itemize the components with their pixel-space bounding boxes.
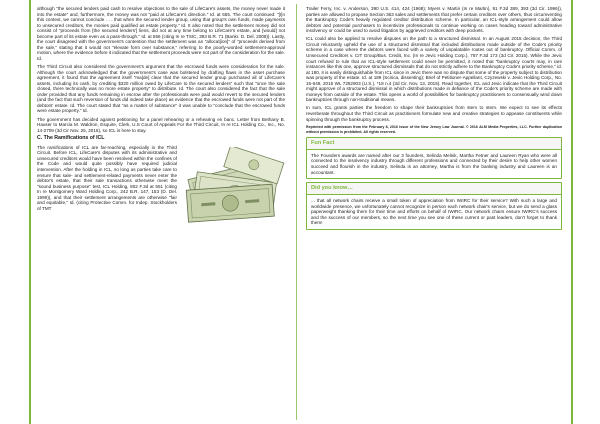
fun-fact-body: The Founders awards are named after our 3 founders, Selinda Melnik, Martha Fetner and Laureen Ryan who were all connected to the insolvency industry through different professions and connected by their desire to help other women succeed and flourish in the industry. Selinda is an attorney, Martha is from the banking industry and Laureen is an accountant. (311, 152, 557, 175)
fun-fact-title: Fun Fact (307, 138, 561, 150)
right-page-border (571, 0, 573, 424)
paragraph: Trailer Ferry, Inc. v. Anderson, 390 U.S. 414, 424 (1968); Myers v. Martin (In re Martin), 91 F.3d 389, 393 (3d Cir. 1996)), parties are allowed to propose Section 363 sales and settlements that prefer certain creditors over others, thus circumventing the Bankruptcy Code's heavily regulated creditor distribution scheme. In particular, an ICL-style arrangement could allow debtors and potential purchasers to incentivize professionals to continue working on cases heading toward administrative insolvency or could be used to avoid litigation by aggrieved creditors with deep pockets. (306, 6, 562, 34)
left-column (37, 6, 285, 227)
did-you-know-box (306, 182, 562, 230)
section-heading: C. The Ramifications of ICL (37, 135, 105, 142)
reprint-notice: Reprinted with permission from the February 8, 2016 issue of the New Jersey Law Journal. © 2016 ALM Media Properties, LLC. Further duplication without permission is prohibited. All rights reserved. (306, 125, 562, 134)
paragraph: The government has decided against petitioning for a panel rehearing or a rehearing en banc. Letter from Bethany B. Hauser to Marcia M. Waldron, Esquire, Clerk, U.S Court of Appeals For the Third Circuit, In re ICL Holding Co., Inc., No. 14-2709 (3d Cir Nov. 25, 2015), so ICL is here to stay. (37, 116, 285, 133)
paragraph: The Third Circuit also considered the government's argument that the escrowed funds were consideration for the sale. Although the court acknowledged that the government's case was bolstered by drafting flaws in the asset purchase agreement, it found that the agreement itself "ma[de] clear that the secured lender group purchased all of LifeCare's assets, including its cash, by crediting $320 million owed by LifeCare to the secured lenders" such that "once the sale closed, there technically was no more estate property" to distribute. Id. The court also considered the fact that the sale order provided that any funds remaining in escrow after the professionals were paid would revert to the secured lenders (and the fact that such reversion of funds did indeed take place) as evidence that the escrowed funds were not part of the debtors' estate. Id. The court stated that "as a matter of substance" it was unable to "conclude that the escrowed funds were estate property." Id. (37, 64, 285, 114)
paragraph: In sum, ICL grants parties the freedom to shape their bankruptcies from stem to stern. We expect to see its effects reverberate throughout the Third Circuit as practitioners formulate new and creative strategies to appease constituents while spinning through the bankruptcy process. (306, 105, 562, 122)
did-you-know-title: Did you know… (307, 183, 561, 195)
column-divider (296, 4, 297, 420)
paragraph: ICL could also be applied to resolve disputes on the path to a structured dismissal. In an August 2015 decision, the Third Circuit reluctantly upheld the use of a structured dismissal that included distributions made outside of the Code's priority scheme in a case where the debtors were faced with a variety of unpalatable routes out of bankruptcy. Official Comm. of Unsecured Creditors v. CIT Group/Bus. Credit, Inc. (In re Jevic Holding Corp.), 787 F.3d 173 (3d Cir. 2015). While the Jevic court refused to rule that an ICL-style settlement could never be permitted, it noted that "bankruptcy courts may, in rare instances like this one, approve structured dismissals that do not strictly adhere to the Bankruptcy Code's priority scheme," id. at 180, it is easily distinguishable from ICL since in Jevic there was no dispute that some of the property subject to distribution was property of the estate. Id. at 189 (Scirica, dissenting); Brief of Petitioner-Appellant, Czyzewski v. Jevic Holding Corp., No. 15-649, 2015 WL 7252903 (U.S.), *18 n.4 (3d Cir. Nov. 13, 2015). Read together, ICL and Jevic indicate that the Third Circuit might approve of a structured dismissal in which distributions made in defiance of the Code's priority scheme are made with moneys from outside of the estate. This opens a world of possibilities for bankruptcy practitioners to consensually wind down bankruptcies through non-traditional means. (306, 36, 562, 103)
left-page-border (29, 0, 31, 424)
paragraph: although "the secured lenders paid cash to resolve objections to the sale of LifeCare's assets, the money never made it into the estate" and, furthermore, the money was not "paid at LifeCare's direction." Id. at 555. The court continued: "[I]n this context, we cannot conclude . . . that when the secured lender group, using that group's own funds, made payments to unsecured creditors, the monies paid qualified as estate property." Id. It also noted that the settlement money did not consist of "proceeds from [the secured lenders'] liens, did not at any time belong to LifeCare's estate, and [would] not become part of its estate even as a pass-through." Id. at 556 (citing In re TSIC, 393 B.R. 71 (Bankr. D. Del. 2008)). Lastly, the court disagreed with the government's contention that the settlement was an "allocat[ion]" of "proceeds derived from the sale," stating that it would not "elevate form over substance," referring to the poorly-worded settlement-approval motion, where the evidence before it indicated that the settlement proceeds were not part of the consideration for the sale. Id. (37, 6, 285, 61)
paragraph: The ramifications of ICL are far-reaching, especially in the Third Circuit. Before ICL, LifeCare's disputes with its administrative and unsecured creditors would have been resolved within the confines of the Code and would quite possibly have required judicial intervention. After the holding in ICL, so long as parties take care to ensure that sale- and settlement-related payments never enter the debtor's estate, that their sale transactions otherwise meet the "sound business purpose" test, ICL Holding, 802 F.3d at 551 (citing In re Montgomery Ward Holding Corp., 242 B.R. 147, 153 (D. Del. 1999)), and that their settlement arrangements are otherwise "fair and equitable," Id. (citing Protective Comm. for Indep. Stockholders of TMT (37, 144, 177, 211)
money-stack-image (181, 147, 285, 225)
fun-fact-box (306, 137, 562, 179)
did-you-know-body: ... that all network chairs receive a small token of appreciation from IWIRC for their service? With such a large and worldwide presence, we unfortunately cannot recognize in person each network chair's service, but we do send a glass paperweight thanking them for their time and efforts on behalf of IWIRC. Our network chairs ensure IWIRC's success and the success of our members, so the next time you see one of these current or past leaders, don't forget to thank them! (311, 198, 557, 226)
right-column (306, 6, 562, 230)
